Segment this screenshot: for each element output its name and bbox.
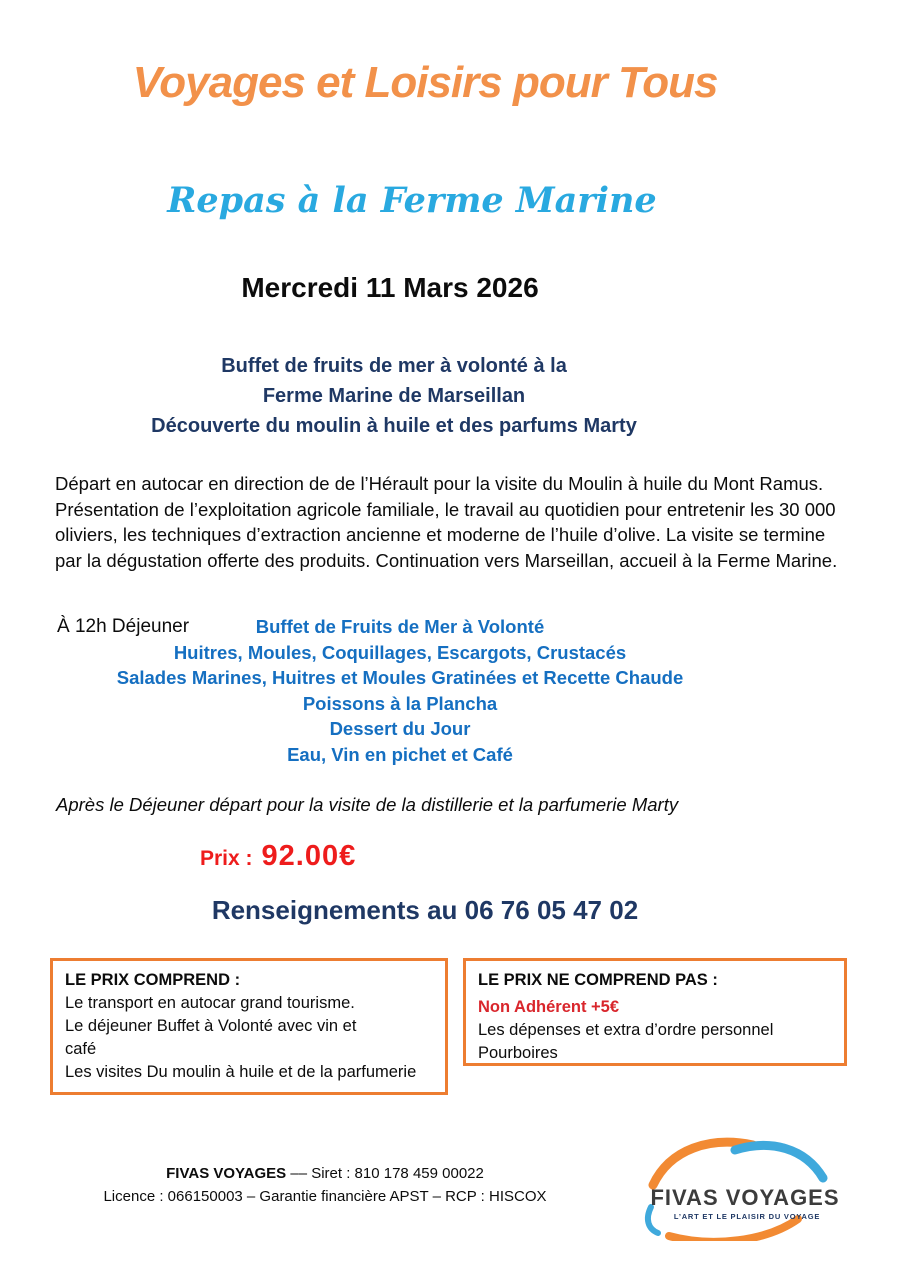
logo-swoosh-top-blue-icon bbox=[735, 1145, 823, 1178]
menu-item: Huitres, Moules, Coquillages, Escargots, Crustacés bbox=[173, 641, 627, 663]
event-date: Mercredi 11 Mars 2026 bbox=[241, 272, 539, 303]
included-box-title: LE PRIX COMPREND : bbox=[65, 971, 241, 989]
included-line: Les visites Du moulin à huile et de la parfumerie bbox=[65, 1063, 417, 1081]
page-title: Voyages et Loisirs pour Tous bbox=[132, 58, 718, 107]
included-line: Le transport en autocar grand tourisme. bbox=[65, 994, 355, 1012]
menu-item: Eau, Vin en pichet et Café bbox=[287, 743, 513, 765]
logo-tagline: L’ART ET LE PLAISIR DU VOYAGE bbox=[673, 1212, 821, 1221]
menu-item: Dessert du Jour bbox=[329, 718, 471, 739]
headline-line: Découverte du moulin à huile et des parfums Marty bbox=[151, 415, 637, 437]
included-line: Le déjeuner Buffet à Volonté avec vin et bbox=[65, 1017, 357, 1035]
excluded-box bbox=[463, 958, 847, 1066]
event-headline bbox=[0, 351, 788, 441]
included-box bbox=[50, 958, 448, 1095]
lunch-time-label: À 12h Déjeuner bbox=[57, 616, 190, 637]
lunch-menu bbox=[55, 614, 745, 767]
price-label: Prix : bbox=[200, 847, 253, 870]
menu-item: Poissons à la Plancha bbox=[302, 692, 498, 714]
logo-wordmark: FIVAS VOYAGES bbox=[650, 1185, 840, 1210]
footer-text bbox=[75, 1162, 575, 1208]
logo-swoosh-bottom-blue-icon bbox=[648, 1207, 658, 1233]
non-member-surcharge: Non Adhérent +5€ bbox=[478, 998, 620, 1016]
event-subtitle: Repas à la Ferme Marine bbox=[167, 180, 657, 221]
footer-company-name: FIVAS VOYAGES bbox=[166, 1165, 287, 1182]
headline-line: Ferme Marine de Marseillan bbox=[262, 385, 526, 407]
price-row bbox=[200, 840, 356, 873]
footer-company-line bbox=[75, 1162, 575, 1185]
excluded-line: Pourboires bbox=[478, 1044, 558, 1062]
included-line: café bbox=[65, 1040, 97, 1058]
company-logo bbox=[635, 1133, 855, 1241]
menu-item: Salades Marines, Huitres et Moules Gratinées et Recette Chaude bbox=[116, 667, 684, 688]
logo-swoosh-bottom-orange-icon bbox=[669, 1219, 798, 1241]
footer-siret: –– Siret : 810 178 459 00022 bbox=[286, 1165, 484, 1182]
trip-description: Départ en autocar en direction de de l’Hérault pour la visite du Moulin à huile du Mont Ramus. Présentation de l’exploitation agricole familiale, le travail au quotidien pour entretenir les 30 000 oliviers, les techniques d’extraction ancienne et moderne de l’huile d’olive. La visite se termine par la dégustation offerte des produits. Continuation vers Marseillan, accueil à la Ferme Marine. bbox=[55, 473, 838, 571]
headline-line: Buffet de fruits de mer à volonté à la bbox=[221, 355, 567, 377]
menu-item: Buffet de Fruits de Mer à Volonté bbox=[255, 616, 545, 637]
afternoon-note: Après le Déjeuner départ pour la visite de la distillerie et la parfumerie Marty bbox=[56, 794, 679, 815]
contact-info: Renseignements au 06 76 05 47 02 bbox=[211, 895, 639, 925]
price-value: 92.00€ bbox=[261, 840, 357, 872]
footer-license-line: Licence : 066150003 – Garantie financière APST – RCP : HISCOX bbox=[103, 1188, 547, 1205]
excluded-box-title: LE PRIX NE COMPREND PAS : bbox=[478, 971, 718, 989]
excluded-line: Les dépenses et extra d’ordre personnel bbox=[478, 1021, 774, 1039]
